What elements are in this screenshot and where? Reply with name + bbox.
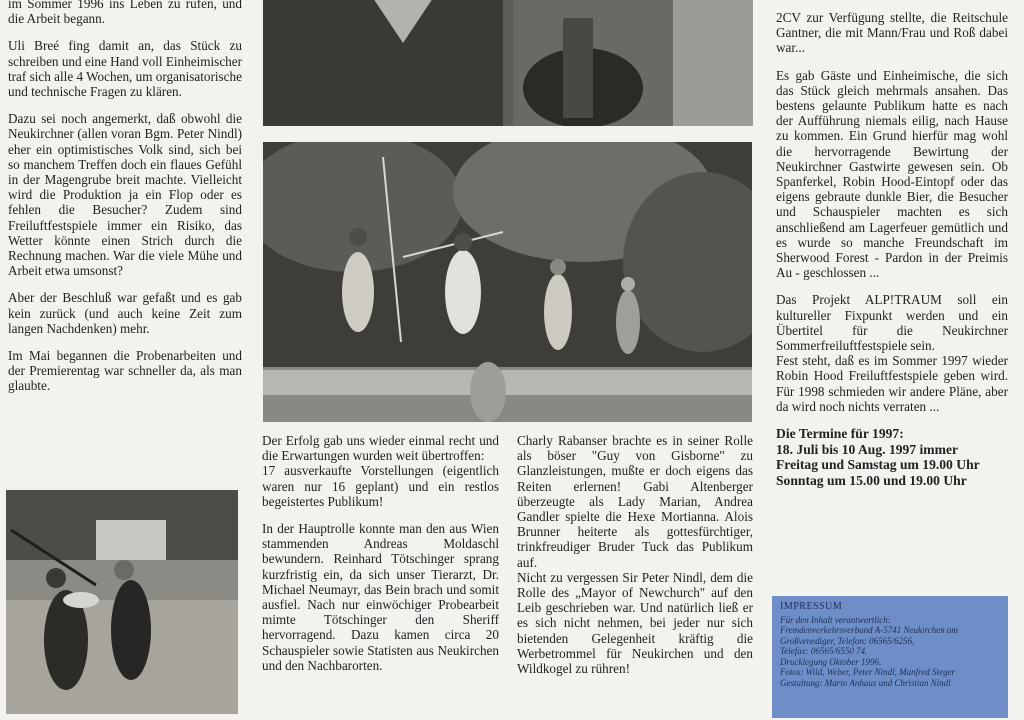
paragraph: Das Projekt ALP!TRAUM soll ein kultureller Fixpunkt werden und ein Übertitel für die Neukirchner Sommerfreiluftfestspiele sein.: [776, 292, 1008, 354]
paragraph: Uli Breé fing damit an, das Stück zu schreiben und eine Hand voll Einheimischer traf sich alle 4 Wochen, um organisatorische und technische Fragen zu klären.: [8, 38, 243, 100]
impressum-line: Für den Inhalt verantwortlich:: [780, 614, 891, 625]
photo-forest-scene: [263, 142, 752, 422]
text-column-1: [8, 0, 242, 406]
paragraph: 2CV zur Verfügung stellte, die Reitschule Gantner, die mit Mann/Frau und Roß dabei war...: [776, 10, 1008, 56]
paragraph: Im Mai begannen die Probenarbeiten und der Premierentag war schneller da, als man glaubte.: [8, 348, 242, 394]
impressum-box: [772, 596, 1008, 718]
impressum-line: Gestaltung: Mario Anhaus und Christian Nindl: [780, 677, 951, 688]
dates-line: Freitag und Samstag um 19.00 Uhr: [776, 457, 980, 473]
photo-sword-fight: [6, 490, 238, 714]
dates-line: 18. Juli bis 10 Aug. 1997 immer: [776, 441, 959, 457]
dates-line: Sonntag um 15.00 und 19.00 Uhr: [776, 472, 967, 488]
paragraph: Charly Rabanser brachte es in seiner Rolle als böser "Guy von Gisborne" zu Glanzleistungen, mußte er doch eigens das Reiten erlernen! Gabi Altenberger überzeugte als Lady Marian, Andrea Gandler spielte die Hexe Mortianna. Alois Brunner heiterte als gottesfürchtiger, trinkfreudiger Bruder Tuck das Publikum auf.: [517, 433, 753, 570]
dates-title: Die Termine für 1997:: [776, 426, 904, 442]
text-column-4: [776, 10, 1008, 488]
text-column-2: [262, 433, 499, 685]
photo-top-scene: [263, 0, 753, 126]
paragraph: Nicht zu vergessen Sir Peter Nindl, dem die Rolle des „Mayor of Newchurch" auf den Leib geschrieben war. Und natürlich ließ er es sich nicht nehmen, bei jeder nur sich bietenden Gelegenheit kräftig die Werbetrommel für Neukirchen und den Wildkogel zu rühren!: [517, 569, 753, 677]
paragraph: Der Erfolg gab uns wieder einmal recht und die Erwartungen wurden weit übertroffen:: [262, 433, 499, 464]
paragraph: 17 ausverkaufte Vorstellungen (eigentlich waren nur 16 geplant) und ein restlos begeistertes Publikum!: [262, 463, 499, 509]
paragraph: In der Hauptrolle konnte man den aus Wien stammenden Andreas Moldaschl bewundern. Reinhard Tötschinger sprang kurzfristig ein, da sich unser Tierarzt, Dr. Michael Neumayr, das Bein brach und somit ausfiel. Nach nur einwöchiger Probearbeit mimte Tötschinger den Sheriff hervorragend. Dazu kamen circa 20 Schauspieler sowie Statisten aus Neukirchen und den Nachbarorten.: [262, 521, 499, 673]
impressum-line: Fremdenverkehrsverband A-5741 Neukirchen am: [780, 625, 958, 635]
impressum-line: Drucklegung Oktober 1996.: [780, 656, 882, 667]
impressum-line: Telefax: 06565/6550 74.: [780, 646, 868, 656]
impressum-line: Fotos: Wild, Weber, Peter Nindl, Manfred Steger: [780, 667, 956, 677]
paragraph: Es gab Gäste und Einheimische, die sich das Stück gleich mehrmals ansahen. Das bestens gelaunte Publikum hatte es nach der Aufführung niemals eilig, nach Hause zu kommen. Ein Grund hierfür mag wohl die hervorragende Bewirtung der Neukirchner Gastwirte gewesen sein. Ob Spanferkel, Robin Hood-Eintopf oder das eigens gebraute dunkle Bier, die Besucher und Schauspieler machten es sich anschließend am Lagerfeuer gemütlich und es wurde so manche Freundschaft im Sherwood Forest - Pardon in der Preimis Au - geschlossen ...: [776, 67, 1008, 281]
paragraph: Aber der Beschluß war gefaßt und es gab kein zurück (und auch keine Zeit zum langen Nachdenken) mehr.: [8, 290, 242, 336]
paragraph: Fest steht, daß es im Sommer 1997 wieder Robin Hood Freiluftfestspiele geben wird. Für 1998 schmieden wir andere Pläne, aber da wird noch nichts verraten ...: [776, 353, 1008, 414]
paragraph: Dazu sei noch angemerkt, daß obwohl die Neukirchner (allen voran Bgm. Peter Nindl) eher ein optimistisches Volk sind, sich bei so manchem Treffen doch ein flaues Gefühl in der Magengrube breit machte. Vielleicht wird die Produktion ja ein Flop oder es fehlen die Besucher? Zudem sind Freiluftfestspiele immer ein Risiko, das Wetter könnte einen Strich durch die Rechnung machen. War die viele Mühe und Arbeit etwa umsonst?: [8, 111, 242, 279]
paragraph: im Sommer 1996 ins Leben zu rufen, und die Arbeit begann.: [8, 0, 242, 27]
impressum-title: IMPRESSUM: [780, 601, 843, 612]
impressum-line: Großvenediger, Telefon: 06565/6256,: [780, 635, 915, 646]
text-column-3: [517, 433, 753, 688]
